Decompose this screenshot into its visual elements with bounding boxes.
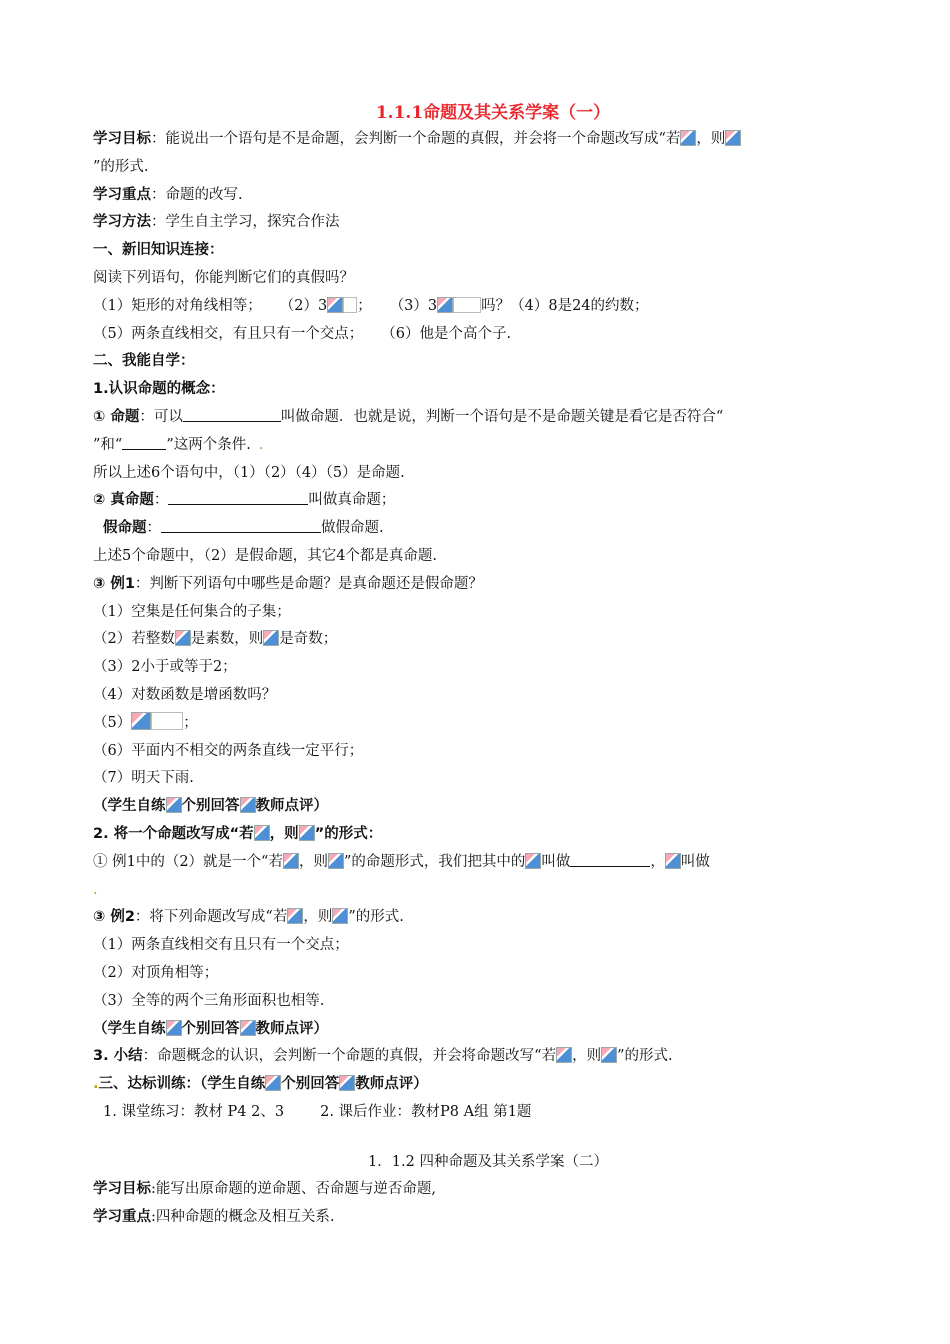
formula-box bbox=[453, 297, 481, 313]
practice-note: （学生自练 个别回答 教师点评） bbox=[93, 798, 328, 815]
practice-note: （学生自练 个别回答 教师点评） bbox=[93, 1020, 328, 1037]
rewrite-explanation-cont: . bbox=[93, 881, 98, 898]
second-title: 1．1.2 四种命题及其关系学案（二） bbox=[368, 1153, 608, 1170]
broken-image-icon bbox=[339, 1075, 355, 1091]
broken-image-icon bbox=[166, 797, 182, 813]
subsection-2-heading: 2. 将一个命题改写成“若 ，则 ”的形式： bbox=[93, 825, 383, 842]
section-1-heading: 一、新旧知识连接： bbox=[93, 242, 224, 259]
example-1-item: （4）对数函数是增函数吗？ bbox=[93, 686, 277, 703]
broken-image-icon bbox=[327, 297, 343, 313]
subsection-1-heading: 1.认识命题的概念： bbox=[93, 381, 225, 398]
broken-image-icon bbox=[287, 908, 303, 924]
method-line: 学习方法：学生自主学习，探究合作法 bbox=[93, 214, 340, 231]
example-1-item: （1）空集是任何集合的子集； bbox=[93, 603, 291, 620]
broken-image-icon bbox=[166, 1020, 182, 1036]
blank-line bbox=[183, 407, 281, 422]
example-1-item: （2）若整数 是素数，则 是奇数； bbox=[93, 631, 338, 648]
homework-line: 1. 课堂练习：教材 P4 2、3 2. 课后作业：教材P8 A组 第1题 bbox=[103, 1103, 532, 1120]
goal-label: 学习目标 bbox=[93, 131, 151, 147]
summary-line: 3. 小结：命题概念的认识，会判断一个命题的真假，并会将命题改写“若 ，则 ”的形式. bbox=[93, 1048, 673, 1065]
goal-line-cont: ”的形式. bbox=[93, 158, 149, 175]
broken-image-icon bbox=[263, 630, 279, 646]
blank-line bbox=[122, 435, 166, 450]
broken-image-icon bbox=[328, 853, 344, 869]
example-2-heading: ③ 例2：将下列命题改写成“若 ，则 ”的形式. bbox=[93, 909, 404, 926]
example-2-item: （2）对顶角相等； bbox=[93, 964, 219, 981]
section-1-intro: 阅读下列语句，你能判断它们的真假吗？ bbox=[93, 269, 354, 286]
broken-image-icon bbox=[665, 853, 681, 869]
blank-line bbox=[161, 518, 321, 533]
broken-image-icon bbox=[131, 712, 151, 730]
blank-line bbox=[168, 490, 308, 505]
section-2-heading: 二、我能自学： bbox=[93, 353, 195, 370]
broken-image-icon bbox=[240, 1020, 256, 1036]
example-1-item: （7）明天下雨. bbox=[93, 770, 194, 787]
broken-image-icon bbox=[265, 1075, 281, 1091]
broken-image-icon bbox=[254, 825, 270, 841]
example-1-heading: ③ 例1：判断下列语句中哪些是命题？是真命题还是假命题？ bbox=[93, 575, 483, 592]
concept-proposition-cont: ”和“ ”这两个条件. . bbox=[93, 436, 264, 453]
goal-line: 学习目标：能说出一个语句是不是命题，会判断一个命题的真假，并会将一个命题改写成“若 ，则 bbox=[93, 126, 863, 154]
statements-line-1: （1）矩形的对角线相等； （2）3 ； （3）3 吗？（4）8是24的约数； bbox=[93, 297, 649, 314]
broken-image-icon bbox=[332, 908, 348, 924]
broken-image-icon bbox=[240, 797, 256, 813]
broken-image-icon bbox=[437, 297, 453, 313]
example-1-item: （6）平面内不相交的两条直线一定平行； bbox=[93, 742, 364, 759]
blank-line bbox=[570, 852, 650, 867]
broken-image-icon bbox=[525, 853, 541, 869]
statements-line-2: （5）两条直线相交，有且只有一个交点； （6）他是个高个子. bbox=[93, 325, 512, 342]
focus-line: 学习重点：命题的改写. bbox=[93, 186, 243, 203]
broken-image-icon bbox=[175, 630, 191, 646]
concept-conclusion: 所以上述6个语句中，（1）（2）（4）（5）是命题. bbox=[93, 464, 405, 481]
concept-proposition: ① 命题：可以 叫做命题．也就是说，判断一个语句是不是命题关键是看它是否符合“ bbox=[93, 408, 724, 425]
broken-image-icon bbox=[556, 1047, 572, 1063]
broken-image-icon bbox=[680, 130, 696, 146]
broken-image-icon bbox=[283, 853, 299, 869]
page-title: 1.1.1命题及其关系学案（一） bbox=[375, 103, 611, 123]
example-2-item: （3）全等的两个三角形面积也相等. bbox=[93, 992, 325, 1009]
example-2-item: （1）两条直线相交有且只有一个交点； bbox=[93, 937, 349, 954]
concept-true: ② 真命题： 叫做真命题； bbox=[93, 492, 396, 509]
rewrite-explanation: ① 例1中的（2）就是一个“若 ，则 ”的命题形式，我们把其中的 叫做 ， 叫做 bbox=[93, 853, 710, 870]
focus-line-2: 学习重点:四种命题的概念及相互关系. bbox=[93, 1209, 335, 1226]
document-content bbox=[93, 100, 863, 1232]
example-1-item: （5） ； bbox=[93, 710, 863, 738]
formula-box bbox=[343, 297, 357, 313]
concept-false: 假命题： 做假命题. bbox=[103, 520, 384, 537]
example-1-item: （3）2小于或等于2； bbox=[93, 659, 237, 676]
broken-image-icon bbox=[601, 1047, 617, 1063]
section-3-heading: .三、达标训练：（学生自练 个别回答 教师点评） bbox=[93, 1076, 428, 1093]
method-label: 学习方法 bbox=[93, 214, 151, 231]
broken-image-icon bbox=[725, 130, 741, 146]
concept-false-conclusion: 上述5个命题中，（2）是假命题，其它4个都是真命题. bbox=[93, 547, 438, 564]
focus-label: 学习重点 bbox=[93, 186, 151, 203]
broken-image-icon bbox=[299, 825, 315, 841]
formula-box bbox=[151, 712, 183, 730]
goal-line-2: 学习目标:能写出原命题的逆命题、否命题与逆否命题, bbox=[93, 1181, 436, 1198]
